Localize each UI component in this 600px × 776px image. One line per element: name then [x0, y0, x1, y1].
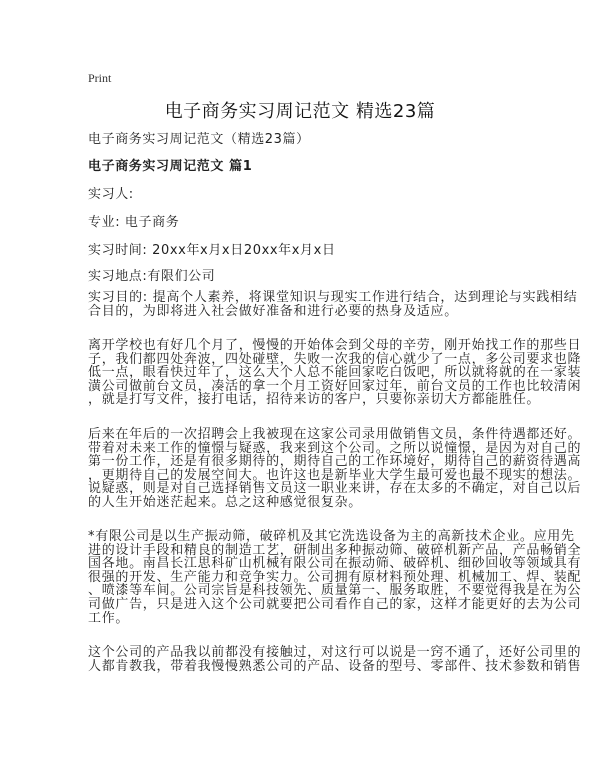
- paragraph-line: 潢公司做前台文员，凑活的拿一个月工资好回家过年，前台文员的工作也比较清闲: [88, 378, 582, 394]
- paragraph-line: ，更期待自己的发展空间大。也许这也是新毕业大学生最可爱也最不现实的想法。: [88, 467, 582, 483]
- paragraph-line: 、喷漆等车间。公司宗旨是科技领先、质量第一、服务取胜，不要觉得我是在为公: [88, 583, 582, 599]
- field-period: 实习时间: 20xx年x月x日20xx年x月x日: [88, 243, 336, 258]
- paragraph-line: 说疑惑，则是对自己选择销售文员这一职业来讲，存在太多的不确定，对自己以后: [88, 481, 582, 497]
- paragraph-company: [88, 530, 581, 625]
- paragraph-hired: [88, 428, 581, 510]
- paragraph-line: 第一份工作，还是有很多期待的，期待自己的工作环境好，期待自己的薪资待遇高: [88, 454, 582, 470]
- paragraph-line: 司做广告，只是进入这个公司就要把公司看作自己的家，这样才能更好的去为公司: [88, 596, 582, 612]
- paragraph-line: 合目的，为即将进入社会做好准备和进行必要的热身及适应。: [88, 303, 458, 319]
- print-link[interactable]: Print: [88, 71, 112, 85]
- paragraph-line: 低一点，眼看快过年了，这么大个人总不能回家吃白饭吧，所以就将就的在一家装: [88, 365, 582, 381]
- paragraph-line: 工作。: [88, 610, 130, 626]
- paragraph-line: ，就是打写文件，接打电话，招待来访的客户，只要你亲切大方都能胜任。: [88, 392, 541, 408]
- paragraph-line: 实习目的: 提高个人素养，将课堂知识与现实工作进行结合，达到理论与实践相结: [88, 290, 578, 305]
- document-title: 电子商务实习周记范文 精选23篇: [164, 101, 436, 122]
- paragraph-line: 子，我们都四处奔波，四处碰壁，失败一次我的信心就少了一点，多公司要求也降: [88, 351, 582, 367]
- paragraph-line: 离开学校也有好几个月了，慢慢的开始体会到父母的辛劳，刚开始找工作的那些日: [88, 338, 582, 353]
- paragraph-line: 后来在年后的一次招聘会上我被现在这家公司录用做销售文员，条件待遇都还好。: [88, 427, 582, 442]
- field-major: 专业: 电子商务: [88, 215, 180, 230]
- paragraph-job-search: [88, 339, 581, 407]
- paragraph-line: 的人生开始迷茫起来。总之这种感觉很复杂。: [88, 494, 363, 510]
- paragraph-learning: [88, 646, 581, 673]
- field-intern: 实习人:: [88, 187, 134, 202]
- section-heading: 电子商务实习周记范文 篇1: [88, 159, 253, 174]
- paragraph-line: 带着对未来工作的憧憬与疑惑，我来到这个公司。之所以说憧憬，是因为对自己的: [88, 440, 582, 456]
- paragraph-line: 这个公司的产品我以前都没有接触过，对这行可以说是一窍不通了，还好公司里的: [88, 645, 582, 660]
- paragraph-purpose: [88, 291, 577, 318]
- paragraph-line: 很强的开发、生产能力和竞争实力。公司拥有原材料预处理、机械加工、焊、装配: [88, 569, 582, 585]
- paragraph-line: *有限公司是以生产振动筛，破碎机及其它洗选设备为主的高新技术企业。应用先: [88, 529, 575, 544]
- document-subtitle: 电子商务实习周记范文（精选23篇）: [88, 132, 310, 147]
- paragraph-line: 人都肯教我，带着我慢慢熟悉公司的产品、设备的型号、零部件、技术参数和销售: [88, 658, 582, 674]
- paragraph-line: 进的设计手段和精良的制造工艺，研制出多种振动筛、破碎机新产品，产品畅销全: [88, 542, 582, 558]
- paragraph-line: 国各地。南昌长江思科矿山机械有限公司在振动筛、破碎机、细砂回收等领域具有: [88, 556, 582, 572]
- field-location: 实习地点:有限们公司: [88, 269, 216, 284]
